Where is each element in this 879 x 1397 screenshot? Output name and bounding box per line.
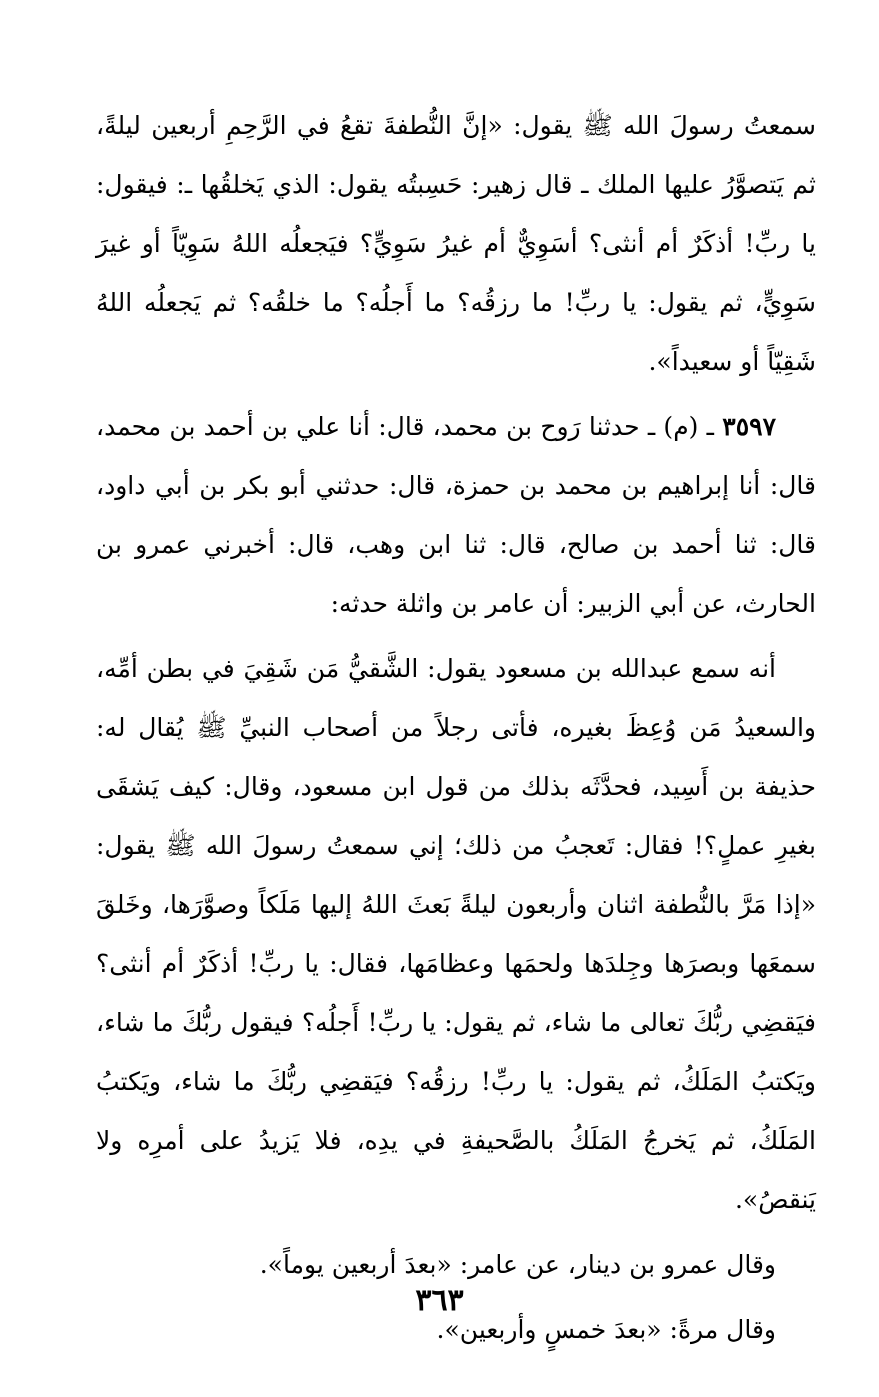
hadith-continuation-paragraph: سمعتُ رسولَ الله ﷺ يقول: «إنَّ النُّطفةَ تقعُ في الرَّحِمِ أربعين ليلةً، ثم يَتصوَّرُ عليها الملك ـ قال زهير: حَسِبتُه يقول: الذي يَخلقُها ـ: فيقول: يا ربِّ! أذكَرٌ أم أنثى؟ أسَوِيٌّ أم غيرُ سَوِيٍّ؟ فيَجعلُه اللهُ سَوِيّاً أو غيرَ سَوِيٍّ، ثم يقول: يا ربِّ! ما رزقُه؟ ما أَجلُه؟ ما خلقُه؟ ثم يَجعلُه اللهُ شَقِيّاً أو سعيداً».	[96, 111, 816, 376]
hadith-3597-matn-paragraph: أنه سمع عبدالله بن مسعود يقول: الشَّقيُّ مَن شَقِيَ في بطن أمِّه، والسعيدُ مَن وُعِظَ بغيره، فأتى رجلاً من أصحاب النبيِّ ﷺ يُقال له: حذيفة بن أَسِيد، فحدَّثَه بذلك من قول ابن مسعود، وقال: كيف يَشقَى بغيرِ عملٍ؟! فقال: تَعجبُ من ذلك؛ إني سمعتُ رسولَ الله ﷺ يقول: «إذا مَرَّ بالنُّطفة اثنان وأربعون ليلةً بَعثَ اللهُ إليها مَلَكاً وصوَّرَها، وخَلقَ سمعَها وبصرَها وجِلدَها ولحمَها وعظامَها، فقال: يا ربِّ! أذكَرٌ أم أنثى؟ فيَقضِي ربُّكَ تعالى ما شاء، ثم يقول: يا ربِّ! أَجلُه؟ فيقول ربُّكَ ما شاء، ويَكتبُ المَلَكُ، ثم يقول: يا ربِّ! رزقُه؟ فيَقضِي ربُّكَ ما شاء، ويَكتبُ المَلَكُ، ثم يَخرجُ المَلَكُ بالصَّحيفةِ في يدِه، فلا يَزيدُ على أمرِه ولا يَنقصُ».	[96, 654, 816, 1214]
narration-note-another-time: وقال مرةً: «بعدَ خمسٍ وأربعين».	[436, 1315, 776, 1344]
page-body	[96, 96, 816, 1359]
hadith-3597-isnad-paragraph	[96, 397, 816, 633]
hadith-number: ٣٥٩٧	[722, 412, 776, 441]
narration-note-amr: وقال عمرو بن دينار، عن عامر: «بعدَ أربعين يوماً».	[259, 1250, 776, 1279]
isnad-text: ـ (م) ـ حدثنا رَوح بن محمد، قال: أنا علي بن أحمد بن محمد، قال: أنا إبراهيم بن محمد بن حمزة، قال: حدثني أبو بكر بن أبي داود، قال: ثنا أحمد بن صالح، قال: ثنا ابن وهب، قال: أخبرني عمرو بن الحارث، عن أبي الزبير: أن عامر بن واثلة حدثه:	[96, 412, 816, 618]
page-number: ٣٦٣	[415, 1283, 464, 1318]
